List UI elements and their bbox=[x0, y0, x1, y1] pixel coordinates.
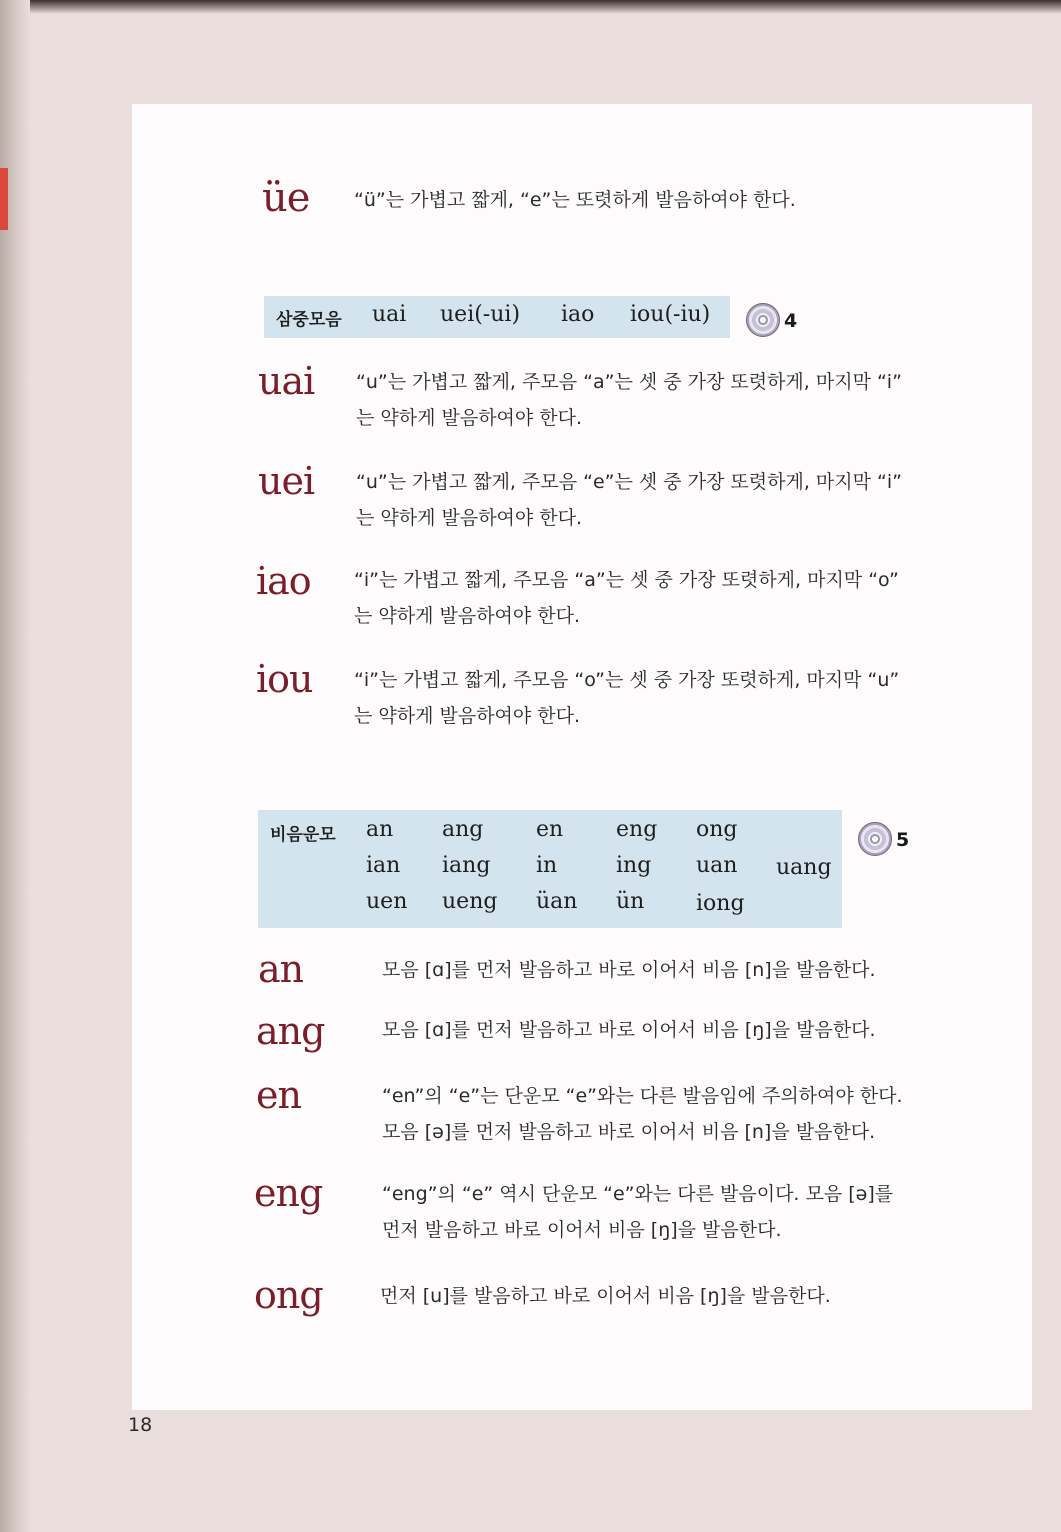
nasal-item: an bbox=[366, 817, 394, 842]
nasal-item: in bbox=[536, 853, 558, 878]
nasal-item: uan bbox=[696, 853, 738, 878]
triphthong-item: uai bbox=[372, 302, 407, 327]
nasal-item: ang bbox=[442, 817, 484, 842]
syllable-uei: uei bbox=[258, 459, 315, 503]
iao-description bbox=[354, 562, 899, 634]
track-number: 4 bbox=[784, 310, 798, 332]
page-number: 18 bbox=[128, 1414, 153, 1436]
desc-line: “u”는 가볍고 짧게, 주모음 “e”는 셋 중 가장 또렷하게, 마지막 “i” bbox=[356, 471, 902, 493]
nasal-item: ong bbox=[696, 817, 738, 842]
cd-icon[interactable] bbox=[858, 822, 892, 856]
triphthong-item: iou(-iu) bbox=[630, 302, 711, 327]
desc-line: “i”는 가볍고 짧게, 주모음 “a”는 셋 중 가장 또렷하게, 마지막 “o” bbox=[354, 569, 899, 591]
nasal-item: uang bbox=[776, 855, 832, 880]
eng-description bbox=[382, 1176, 893, 1248]
triphthong-title: 삼중모음 bbox=[276, 310, 342, 330]
an-description bbox=[382, 952, 876, 988]
syllable-uai: uai bbox=[258, 359, 315, 403]
desc-line: “eng”의 “e” 역시 단운모 “e”와는 다른 발음이다. 모음 [ə]를 bbox=[382, 1183, 894, 1205]
uai-description bbox=[356, 364, 902, 436]
triphthong-item: uei(-ui) bbox=[440, 302, 521, 327]
nasal-item: iong bbox=[696, 891, 745, 916]
intro-description bbox=[354, 182, 796, 218]
desc-line: 는 약하게 발음하여야 한다. bbox=[356, 407, 583, 429]
nasal-item: ün bbox=[616, 889, 645, 914]
desc-line: 는 약하게 발음하여야 한다. bbox=[354, 705, 581, 727]
desc-line: “ü”는 가볍고 짧게, “e”는 또렷하게 발음하여야 한다. bbox=[354, 189, 796, 211]
top-shadow bbox=[0, 0, 1061, 14]
nasal-item: ian bbox=[366, 853, 401, 878]
desc-line: 모음 [ɑ]를 먼저 발음하고 바로 이어서 비음 [ŋ]을 발음한다. bbox=[382, 1019, 876, 1041]
syllable-en: en bbox=[256, 1073, 301, 1117]
syllable-ang: ang bbox=[256, 1009, 325, 1053]
syllable-eng: eng bbox=[254, 1171, 323, 1215]
en-description bbox=[382, 1078, 903, 1150]
nasal-item: üan bbox=[536, 889, 578, 914]
desc-line: “u”는 가볍고 짧게, 주모음 “a”는 셋 중 가장 또렷하게, 마지막 “i” bbox=[356, 371, 902, 393]
nasal-item: ueng bbox=[442, 889, 498, 914]
syllable-iao: iao bbox=[256, 559, 311, 603]
syllable-an: an bbox=[258, 947, 304, 991]
red-tab-marker bbox=[0, 168, 8, 230]
syllable-iou: iou bbox=[256, 657, 313, 701]
desc-line: 모음 [ə]를 먼저 발음하고 바로 이어서 비음 [n]을 발음한다. bbox=[382, 1121, 876, 1143]
desc-line: “i”는 가볍고 짧게, 주모음 “o”는 셋 중 가장 또렷하게, 마지막 “u” bbox=[354, 669, 900, 691]
nasal-item: en bbox=[536, 817, 564, 842]
nasal-item: iang bbox=[442, 853, 491, 878]
nasal-item: uen bbox=[366, 889, 408, 914]
syllable-ue: üe bbox=[262, 175, 310, 221]
iou-description bbox=[354, 662, 899, 734]
ong-description bbox=[380, 1278, 831, 1314]
cd-icon[interactable] bbox=[746, 303, 780, 337]
desc-line: 는 약하게 발음하여야 한다. bbox=[356, 507, 583, 529]
triphthong-item: iao bbox=[561, 302, 595, 327]
desc-line: 먼저 발음하고 바로 이어서 비음 [ŋ]을 발음한다. bbox=[382, 1219, 782, 1241]
desc-line: 모음 [ɑ]를 먼저 발음하고 바로 이어서 비음 [n]을 발음한다. bbox=[382, 959, 876, 981]
nasal-item: ing bbox=[616, 853, 652, 878]
nasal-title: 비음운모 bbox=[270, 825, 336, 845]
ang-description bbox=[382, 1012, 876, 1048]
syllable-ong: ong bbox=[254, 1273, 323, 1317]
nasal-item: eng bbox=[616, 817, 658, 842]
desc-line: 먼저 [u]를 발음하고 바로 이어서 비음 [ŋ]을 발음한다. bbox=[380, 1285, 831, 1307]
track-number: 5 bbox=[896, 829, 910, 851]
desc-line: “en”의 “e”는 단운모 “e”와는 다른 발음임에 주의하여야 한다. bbox=[382, 1085, 903, 1107]
uei-description bbox=[356, 464, 902, 536]
desc-line: 는 약하게 발음하여야 한다. bbox=[354, 605, 581, 627]
